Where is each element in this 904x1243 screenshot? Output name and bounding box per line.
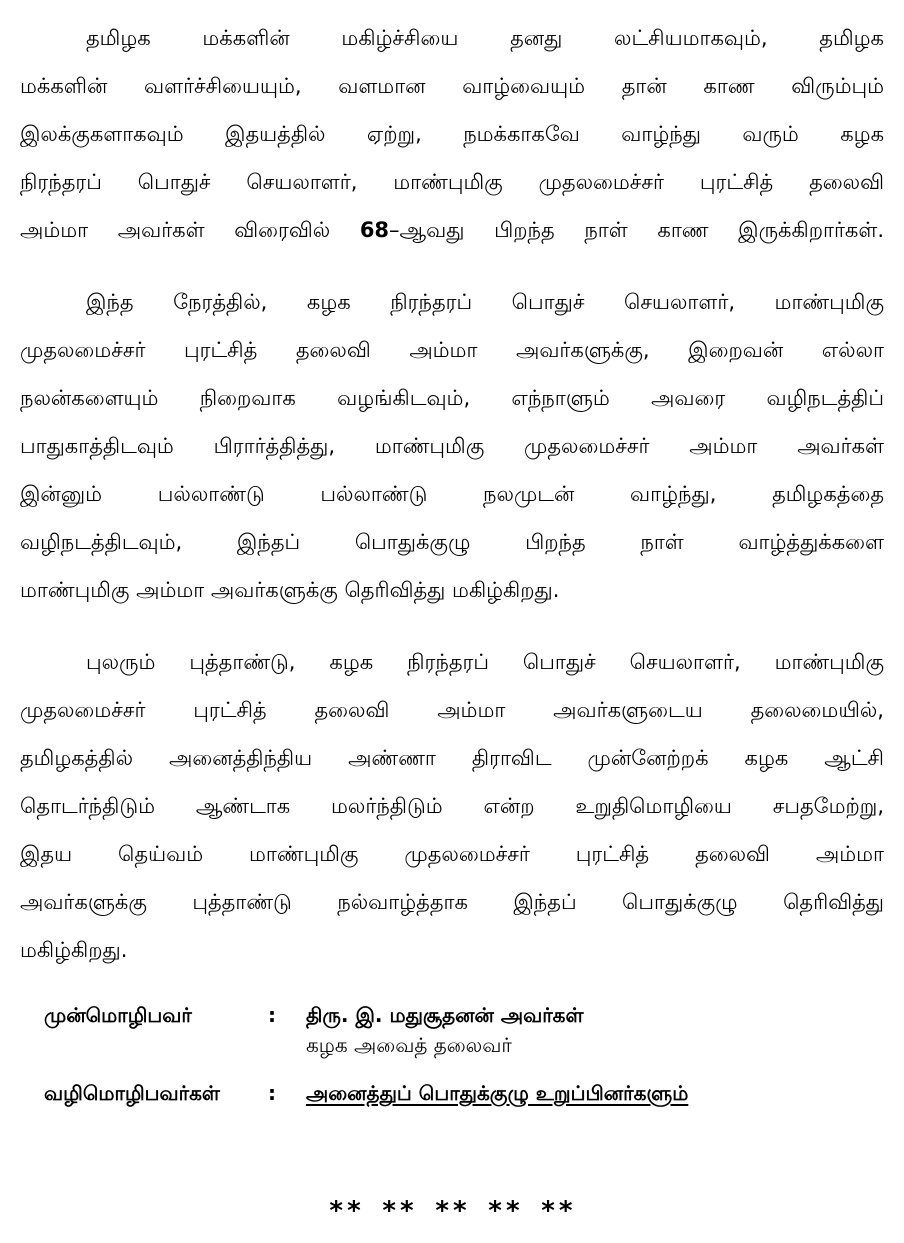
paragraph-3	[20, 638, 884, 974]
paragraph-line: இன்னும் பல்லாண்டு பல்லாண்டு நலமுடன் வாழ்ந்து, தமிழகத்தை	[20, 482, 884, 506]
proposer-colon: :	[268, 1003, 276, 1027]
resolution-body	[20, 14, 884, 974]
proposer-label: முன்மொழிபவர்	[44, 1003, 192, 1027]
paragraph-line-with-number	[20, 206, 884, 254]
paragraph-line: முதலமைச்சர் புரட்சித் தலைவி அம்மா அவர்களுடைய தலைமையில்,	[20, 698, 884, 722]
signature-block	[44, 1000, 844, 1108]
paragraph-2	[20, 278, 884, 614]
line-text: அம்மா அவர்கள் விரைவில்	[20, 218, 360, 242]
paragraph-line: நிரந்தரப் பொதுச் செயலாளர், மாண்புமிகு முதலமைச்சர் புரட்சித் தலைவி	[20, 170, 884, 194]
paragraph-line: புலரும் புத்தாண்டு, கழக நிரந்தரப் பொதுச் செயலாளர், மாண்புமிகு	[86, 650, 884, 674]
closing-stars: ** ** ** ** **	[328, 1196, 576, 1226]
paragraph-line: முதலமைச்சர் புரட்சித் தலைவி அம்மா அவர்களுக்கு, இறைவன் எல்லா	[20, 338, 884, 362]
proposer-row	[44, 1000, 844, 1030]
paragraph-line: இந்த நேரத்தில், கழக நிரந்தரப் பொதுச் செயலாளர், மாண்புமிகு	[86, 290, 884, 314]
paragraph-1	[20, 14, 884, 254]
paragraph-line: தொடர்ந்திடும் ஆண்டாக மலர்ந்திடும் என்ற உறுதிமொழியை சபதமேற்று,	[20, 794, 884, 818]
seconder-name: அனைத்துப் பொதுக்குழு உறுப்பினர்களும்	[306, 1081, 689, 1105]
proposer-title: கழக அவைத் தலைவர்	[306, 1033, 512, 1057]
line-text: –ஆவது பிறந்த நாள் காண இருக்கிறார்கள்.	[389, 218, 884, 242]
paragraph-line: மக்களின் வளர்ச்சியையும், வளமான வாழ்வையும் தான் காண விரும்பும்	[20, 74, 884, 98]
paragraph-line: அவர்களுக்கு புத்தாண்டு நல்வாழ்த்தாக இந்தப் பொதுக்குழு தெரிவித்து	[20, 890, 884, 914]
paragraph-line: மகிழ்கிறது.	[20, 938, 128, 962]
paragraph-line: மாண்புமிகு அம்மா அவர்களுக்கு தெரிவித்து மகிழ்கிறது.	[20, 578, 560, 602]
proposer-name: திரு. இ. மதுசூதனன் அவர்கள்	[306, 1003, 584, 1027]
seconder-row	[44, 1078, 844, 1108]
paragraph-line: இலக்குகளாகவும் இதயத்தில் ஏற்று, நமக்காகவே வாழ்ந்து வரும் கழக	[20, 122, 884, 146]
birthday-number: 68	[359, 218, 390, 242]
proposer-title-row	[44, 1030, 844, 1060]
paragraph-line: இதய தெய்வம் மாண்புமிகு முதலமைச்சர் புரட்சித் தலைவி அம்மா	[20, 842, 884, 866]
paragraph-line: பாதுகாத்திடவும் பிரார்த்தித்து, மாண்புமிகு முதலமைச்சர் அம்மா அவர்கள்	[20, 434, 884, 458]
seconder-label: வழிமொழிபவர்கள்	[44, 1081, 220, 1105]
paragraph-line: வழிநடத்திடவும், இந்தப் பொதுக்குழு பிறந்த நாள் வாழ்த்துக்களை	[20, 530, 884, 554]
paragraph-line: தமிழகத்தில் அனைத்திந்திய அண்ணா திராவிட முன்னேற்றக் கழக ஆட்சி	[20, 746, 884, 770]
paragraph-line: நலன்களையும் நிறைவாக வழங்கிடவும், எந்நாளும் அவரை வழிநடத்திப்	[20, 386, 884, 410]
seconder-colon: :	[268, 1081, 276, 1105]
paragraph-line: தமிழக மக்களின் மகிழ்ச்சியை தனது லட்சியமாகவும், தமிழக	[86, 26, 884, 50]
